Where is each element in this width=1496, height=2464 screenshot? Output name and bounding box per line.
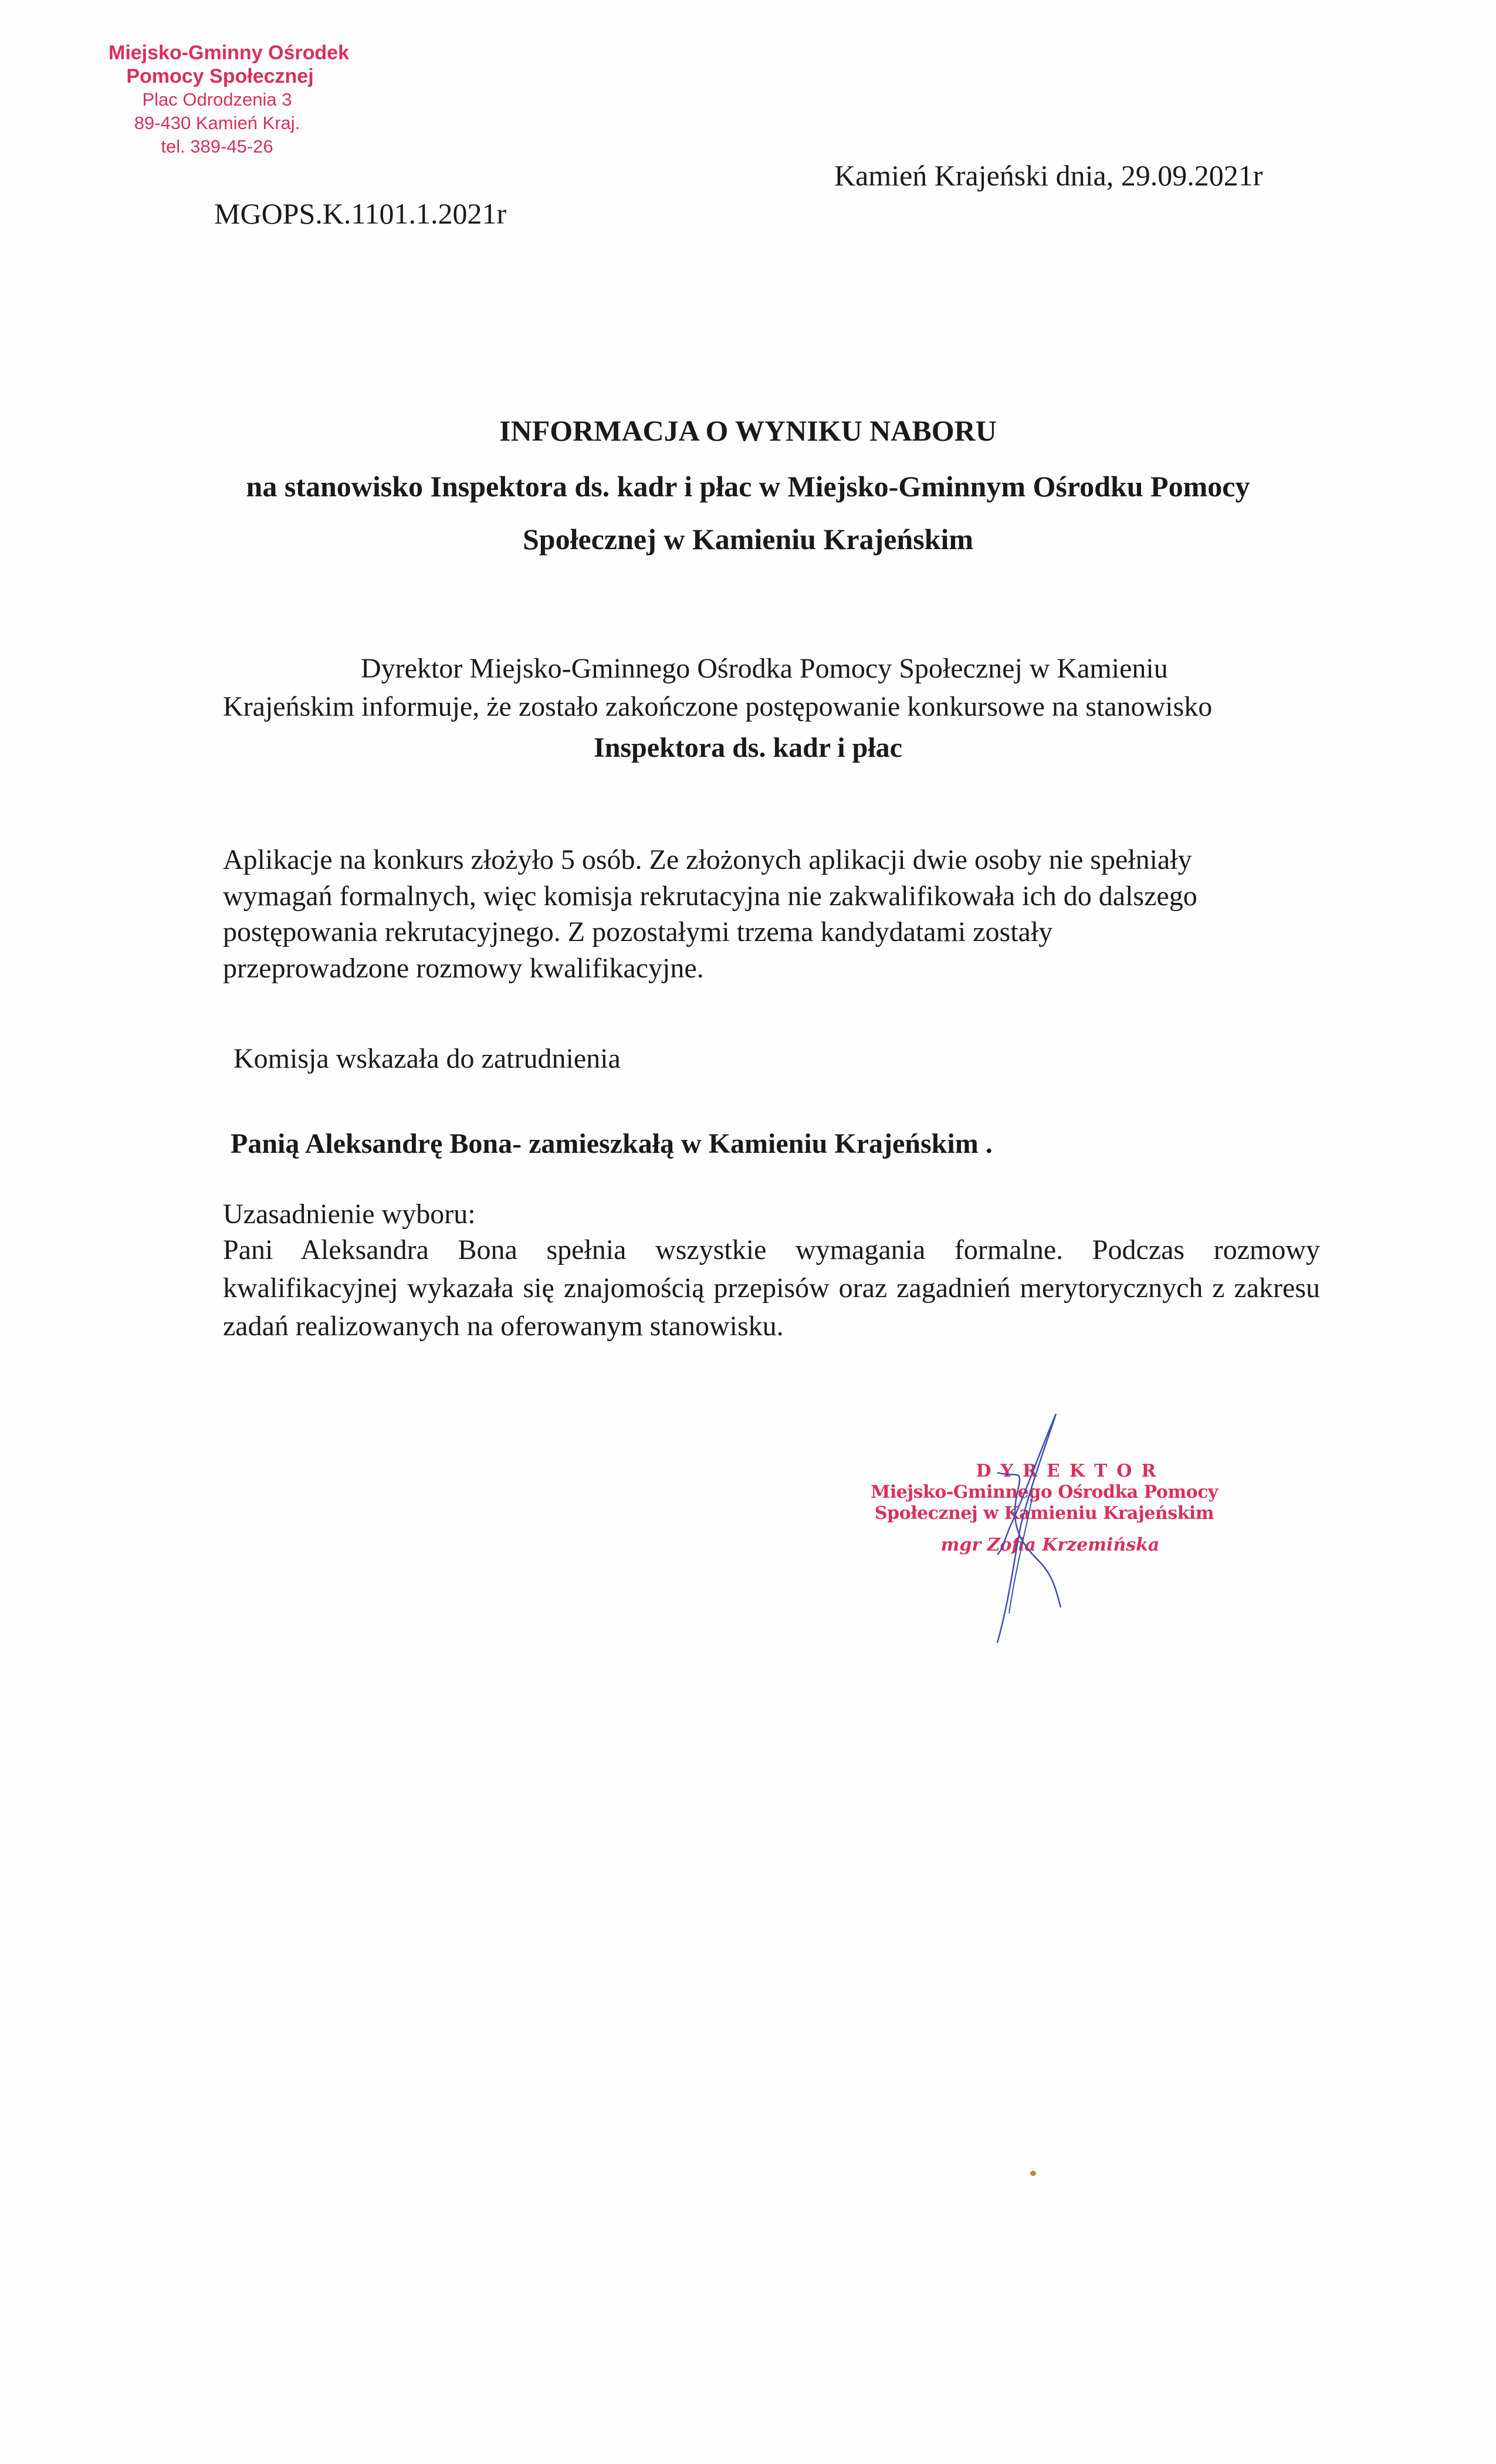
commission-text: Komisja wskazała do zatrudnienia	[233, 1043, 621, 1074]
director-org-line-2: Społecznej w Kamieniu Krajeńskim	[874, 1503, 1214, 1524]
document-title: INFORMACJA O WYNIKU NABORU	[499, 414, 997, 447]
stamp-line-1: Miejsko-Gminny Ośrodek	[109, 42, 349, 64]
justification-label: Uzasadnienie wyboru:	[223, 1199, 476, 1230]
stamp-postal-city: 89-430 Kamień Kraj.	[134, 113, 300, 133]
signature-stroke	[997, 1414, 1056, 1555]
signature-stroke	[1009, 1496, 1033, 1613]
applications-line: postępowania rekrutacyjnego. Z pozostałymi trzema kandydatami zostały	[223, 916, 1053, 947]
applications-line: przeprowadzone rozmowy kwalifikacyjne.	[223, 952, 704, 984]
stamp-address: Plac Odrodzenia 3	[142, 89, 292, 110]
director-role: DYREKTOR	[976, 1461, 1166, 1481]
position-name: Inspektora ds. kadr i płac	[594, 732, 902, 763]
selected-candidate: Panią Aleksandrę Bona- zamieszkałą w Kamieniu Krajeńskim .	[231, 1128, 993, 1159]
stamp-phone: tel. 389-45-26	[161, 136, 273, 157]
applications-paragraph	[223, 842, 1297, 986]
director-name: mgr Zofia Krzemińska	[940, 1535, 1160, 1555]
intro-line-2: Krajeńskim informuje, że zostało zakończone postępowanie konkursowe na stanowisko	[223, 691, 1213, 722]
signature-stroke	[997, 1414, 1056, 1643]
applications-line: Aplikacje na konkurs złożyło 5 osób. Ze złożonych aplikacji dwie osoby nie spełniały	[223, 844, 1192, 875]
handwritten-signature-icon	[974, 1408, 1103, 1654]
document-number: MGOPS.K.1101.1.2021r	[214, 197, 507, 230]
place-and-date: Kamień Krajeński dnia, 29.09.2021r	[834, 159, 1263, 192]
document-subtitle-line-1: na stanowisko Inspektora ds. kadr i płac w Miejsko-Gminnym Ośrodku Pomocy	[246, 470, 1250, 503]
stamp-line-2: Pomocy Społecznej	[126, 65, 314, 87]
paper-speck	[1030, 2171, 1036, 2176]
institution-stamp	[94, 41, 399, 158]
applications-line: wymagań formalnych, więc komisja rekrutacyjna nie zakwalifikowała ich do dalszego	[223, 880, 1197, 912]
signature-stroke	[997, 1473, 1061, 1607]
document-subtitle-line-2: Społecznej w Kamieniu Krajeńskim	[522, 523, 974, 556]
director-org-line-1: Miejsko-Gminnego Ośrodka Pomocy	[871, 1482, 1218, 1502]
intro-line-1: Dyrektor Miejsko-Gminnego Ośrodka Pomocy Społecznej w Kamieniu	[361, 653, 1168, 684]
justification-text: Pani Aleksandra Bona spełnia wszystkie wymagania formalne. Podczas rozmowy kwalifikacyjnej wykazała się znajomością przepisów oraz zagadnień merytorycznych z zakresu zadań realizowanych na oferowanym stanowisku.	[223, 1234, 1320, 1342]
